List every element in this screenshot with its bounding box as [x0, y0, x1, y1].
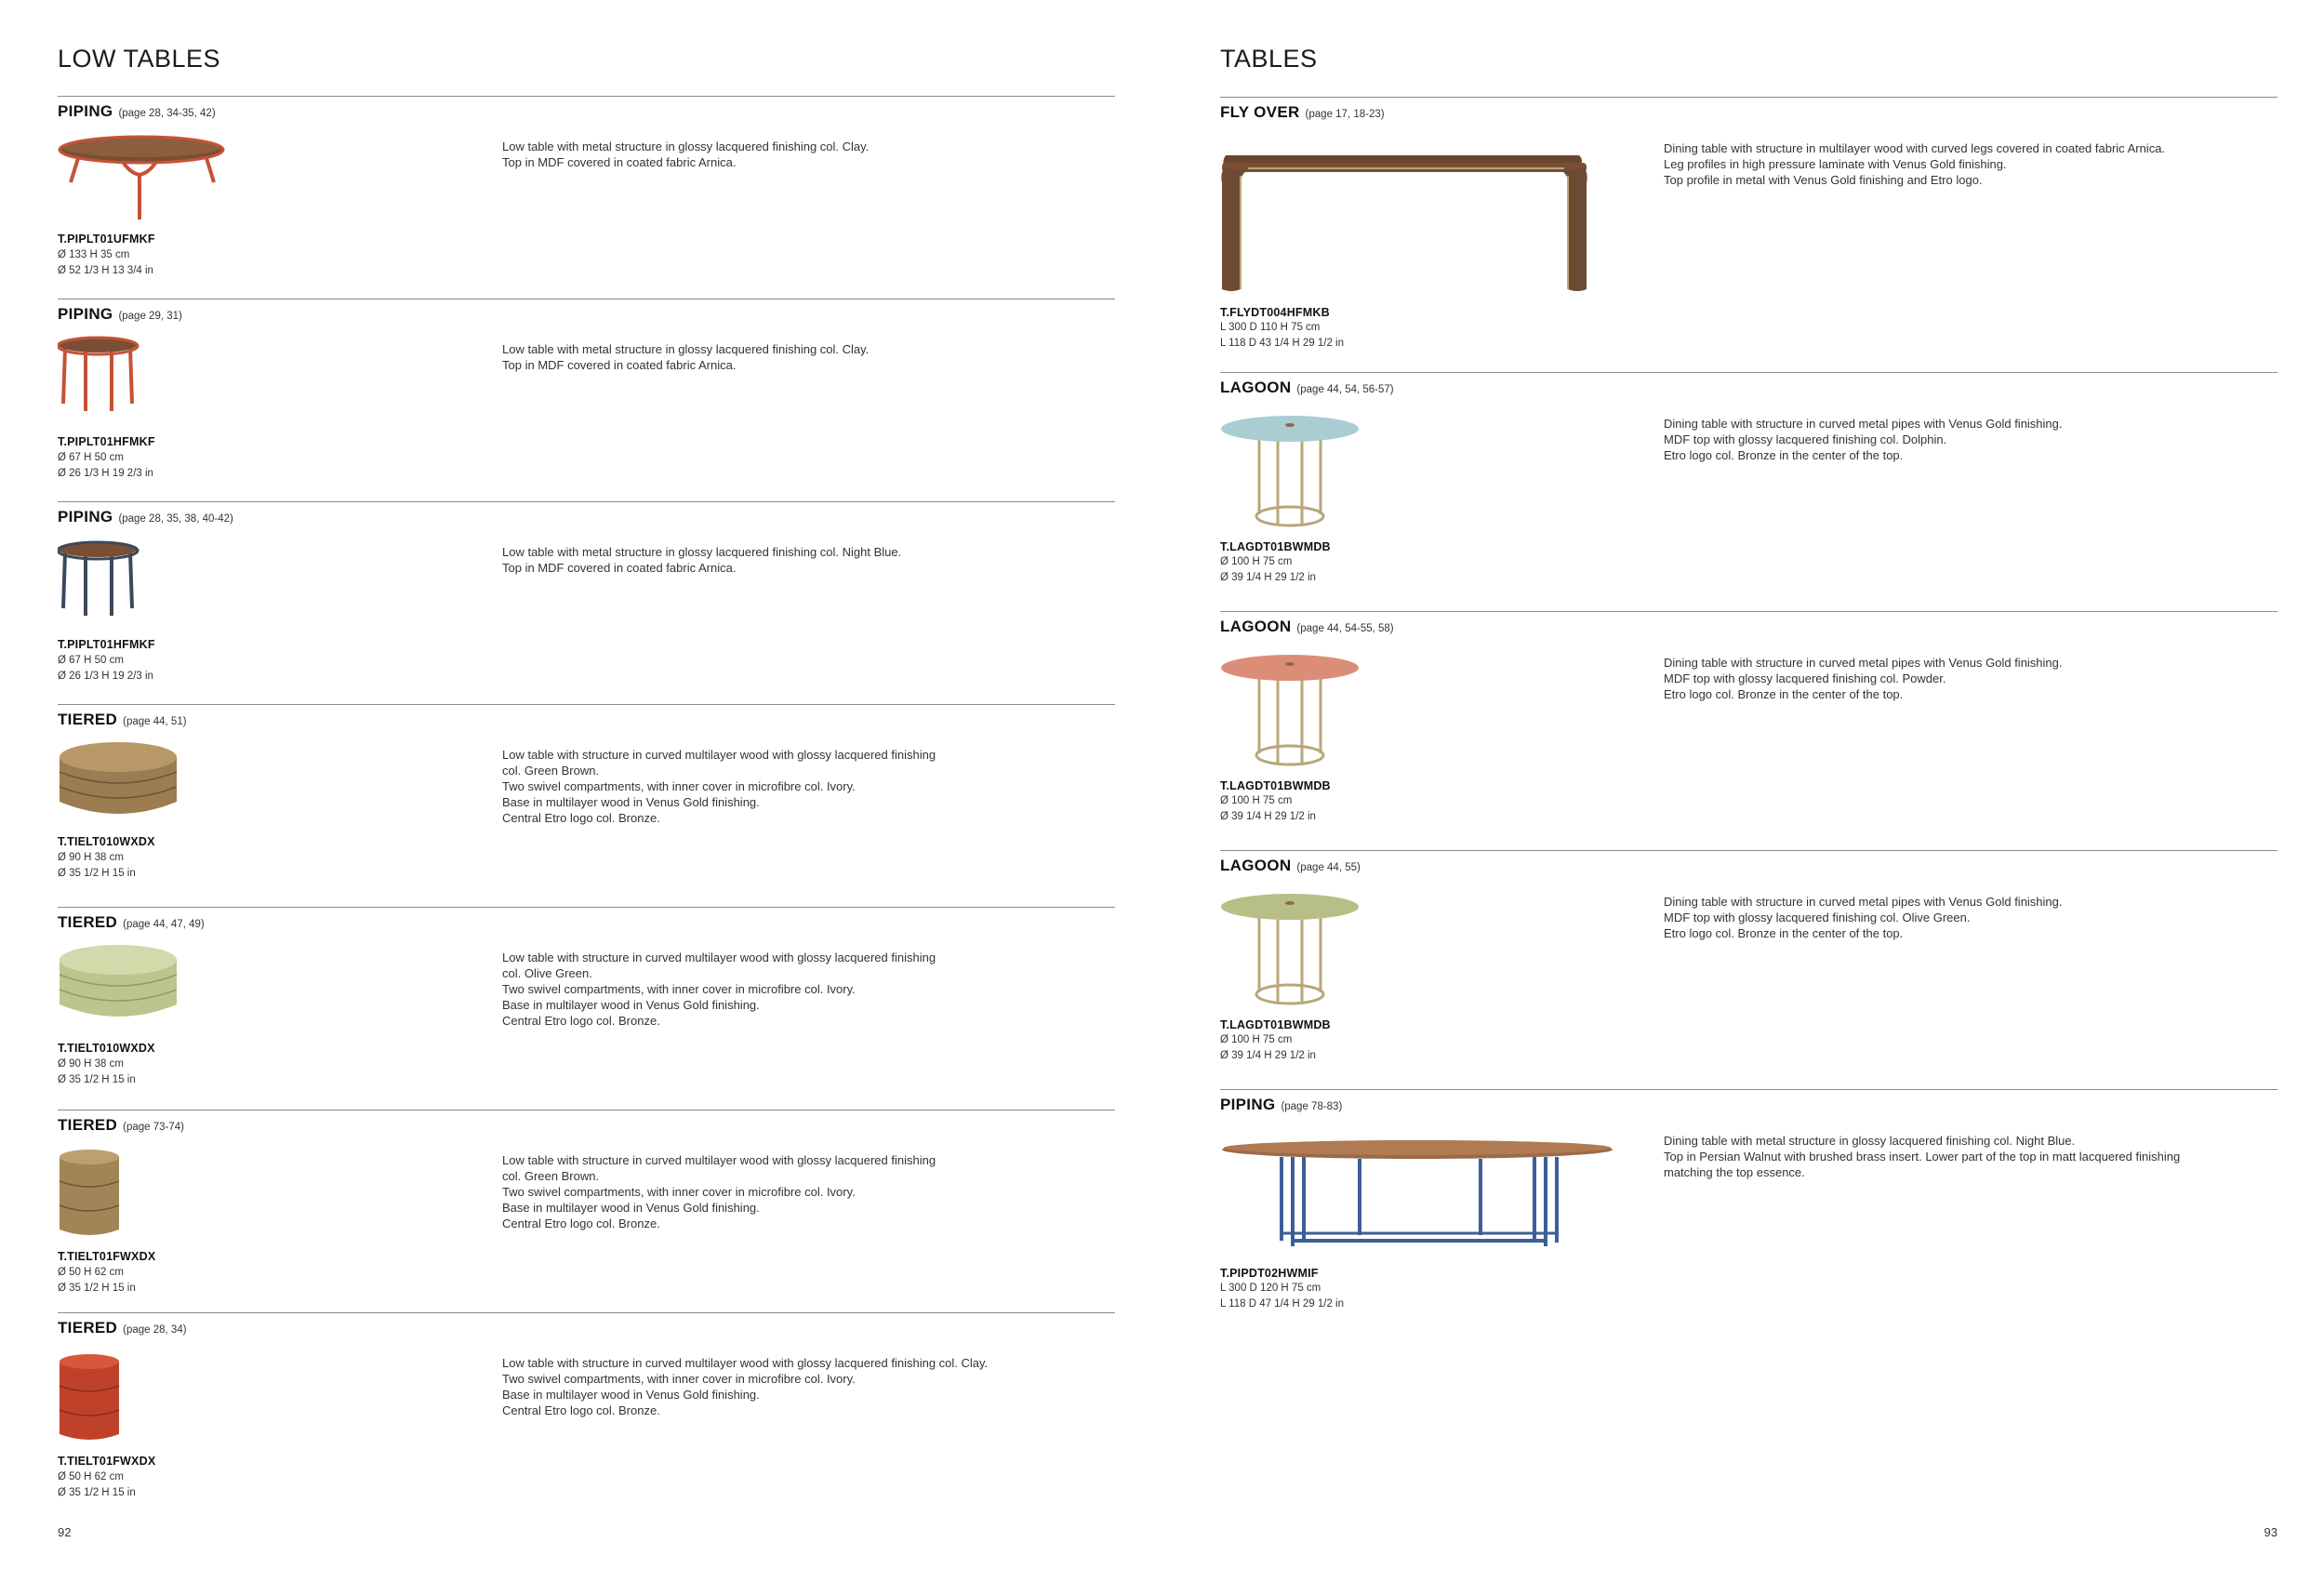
page-reference: (page 44, 47, 49)	[123, 919, 205, 930]
product-entry	[1220, 97, 2278, 372]
dimensions-in: Ø 35 1/2 H 15 in	[58, 1487, 136, 1498]
product-name: TIERED	[58, 1116, 118, 1134]
product-code: T.PIPLT01HFMKF	[58, 435, 155, 448]
page-reference: (page 73-74)	[123, 1122, 184, 1133]
entry-header	[1220, 857, 1361, 875]
product-name: FLY OVER	[1220, 103, 1300, 121]
entry-header	[58, 913, 205, 932]
left-page	[58, 0, 1115, 1569]
page-reference: (page 28, 35, 38, 40-42)	[118, 513, 233, 525]
product-list	[58, 96, 1115, 1515]
product-description: Dining table with structure in curved metal pipes with Venus Gold finishing. MDF top with glossy lacquered finishing col. Dolphin. Etro logo col. Bronze in the center of the top.	[1664, 417, 2063, 462]
product-description: Dining table with structure in multilayer wood with curved legs covered in coated fabric Arnica. Leg profiles in high pressure laminate with Venus Gold finishing. Top profile in metal with Venus Gold finishing and Etro logo.	[1664, 141, 2166, 187]
entry-header	[58, 1116, 184, 1135]
dimensions-cm: Ø 90 H 38 cm	[58, 852, 124, 863]
page-number: 93	[2264, 1525, 2278, 1539]
dimensions-in: Ø 39 1/4 H 29 1/2 in	[1220, 1050, 1316, 1061]
dimensions-cm: Ø 67 H 50 cm	[58, 452, 124, 463]
dimensions-in: Ø 35 1/2 H 15 in	[58, 1074, 136, 1085]
product-code: T.FLYDT004HFMKB	[1220, 306, 1330, 319]
page-reference: (page 44, 54-55, 58)	[1296, 623, 1394, 634]
page-reference: (page 28, 34-35, 42)	[118, 108, 216, 119]
product-entry	[58, 501, 1115, 704]
entry-header	[1220, 379, 1394, 397]
table-image	[58, 943, 188, 1036]
product-entry	[58, 299, 1115, 501]
entry-header	[1220, 1096, 1342, 1114]
page-number: 92	[58, 1525, 72, 1539]
dimensions-in: Ø 52 1/3 H 13 3/4 in	[58, 265, 153, 276]
product-entry	[1220, 372, 2278, 611]
product-name: PIPING	[58, 508, 113, 525]
product-code: T.PIPLT01HFMKF	[58, 638, 155, 651]
product-name: LAGOON	[1220, 857, 1292, 874]
product-name: LAGOON	[1220, 618, 1292, 635]
table-image	[58, 1148, 132, 1250]
product-name: PIPING	[58, 305, 113, 323]
product-name: LAGOON	[1220, 379, 1292, 396]
entry-header	[58, 102, 216, 121]
product-entry	[58, 1312, 1115, 1515]
product-entry	[1220, 850, 2278, 1089]
dimensions-in: L 118 D 43 1/4 H 29 1/2 in	[1220, 338, 1344, 349]
page-reference: (page 44, 55)	[1296, 862, 1361, 873]
product-code: T.LAGDT01BWMDB	[1220, 779, 1331, 792]
dimensions-cm: Ø 100 H 75 cm	[1220, 556, 1293, 567]
table-image	[1220, 890, 1369, 1020]
product-code: T.PIPDT02HWMIF	[1220, 1267, 1319, 1280]
product-description: Low table with structure in curved multilayer wood with glossy lacquered finishing col. Green Brown. Two swivel compartments, with inner cover in microfibre col. Ivory. Base in multilayer wood in Venus Gold finishing. Central Etro logo col. Bronze.	[502, 1153, 936, 1230]
product-description: Low table with structure in curved multilayer wood with glossy lacquered finishing col. Olive Green. Two swivel compartments, with inner cover in microfibre col. Ivory. Base in multilayer wood in Venus Gold finishing. Central Etro logo col. Bronze.	[502, 951, 936, 1028]
product-description: Low table with metal structure in glossy lacquered finishing col. Clay. Top in MDF covered in coated fabric Arnica.	[502, 342, 870, 372]
dimensions-cm: Ø 133 H 35 cm	[58, 249, 130, 260]
product-entry	[58, 1110, 1115, 1312]
product-description: Dining table with structure in curved metal pipes with Venus Gold finishing. MDF top with glossy lacquered finishing col. Powder. Etro logo col. Bronze in the center of the top.	[1664, 656, 2063, 701]
product-code: T.TIELT010WXDX	[58, 835, 155, 848]
page-reference: (page 44, 51)	[123, 716, 187, 727]
table-image	[58, 740, 188, 833]
product-description: Low table with metal structure in glossy lacquered finishing col. Night Blue. Top in MDF covered in coated fabric Arnica.	[502, 545, 902, 575]
dimensions-cm: Ø 100 H 75 cm	[1220, 795, 1293, 806]
product-name: PIPING	[58, 102, 113, 120]
dimensions-cm: L 300 D 110 H 75 cm	[1220, 322, 1321, 333]
table-image	[1220, 651, 1369, 781]
product-code: T.LAGDT01BWMDB	[1220, 540, 1331, 553]
dimensions-cm: Ø 50 H 62 cm	[58, 1267, 124, 1278]
product-code: T.TIELT01FWXDX	[58, 1250, 156, 1263]
table-image	[1220, 412, 1369, 542]
page-reference: (page 78-83)	[1281, 1101, 1343, 1112]
product-description: Low table with structure in curved multilayer wood with glossy lacquered finishing col. Clay. Two swivel compartments, with inner cover in microfibre col. Ivory. Base in multilayer wood in Venus Gold finishing. Central Etro logo col. Bronze.	[502, 1356, 989, 1417]
right-page	[1220, 0, 2278, 1569]
dimensions-cm: Ø 67 H 50 cm	[58, 655, 124, 666]
table-image	[1220, 146, 1611, 304]
product-entry	[58, 704, 1115, 907]
dimensions-in: Ø 39 1/4 H 29 1/2 in	[1220, 572, 1316, 583]
product-entry	[1220, 611, 2278, 850]
table-image	[1220, 1137, 1629, 1267]
product-list	[1220, 97, 2278, 1328]
entry-header	[58, 508, 233, 526]
product-code: T.LAGDT01BWMDB	[1220, 1018, 1331, 1031]
dimensions-cm: Ø 50 H 62 cm	[58, 1471, 124, 1483]
page-reference: (page 29, 31)	[118, 311, 182, 322]
product-entry	[58, 907, 1115, 1110]
entry-header	[58, 305, 182, 324]
entry-header	[58, 1319, 187, 1337]
product-code: T.TIELT01FWXDX	[58, 1455, 156, 1468]
dimensions-cm: Ø 90 H 38 cm	[58, 1058, 124, 1070]
entry-header	[1220, 618, 1394, 636]
page-reference: (page 17, 18-23)	[1305, 109, 1385, 120]
dimensions-cm: Ø 100 H 75 cm	[1220, 1034, 1293, 1045]
dimensions-cm: L 300 D 120 H 75 cm	[1220, 1283, 1321, 1294]
product-name: TIERED	[58, 1319, 118, 1336]
dimensions-in: Ø 35 1/2 H 15 in	[58, 868, 136, 879]
product-description: Dining table with structure in curved metal pipes with Venus Gold finishing. MDF top with glossy lacquered finishing col. Olive Green. Etro logo col. Bronze in the center of the top.	[1664, 895, 2063, 940]
product-description: Low table with structure in curved multilayer wood with glossy lacquered finishing col. Green Brown. Two swivel compartments, with inner cover in microfibre col. Ivory. Base in multilayer wood in Venus Gold finishing. Central Etro logo col. Bronze.	[502, 748, 936, 825]
dimensions-in: Ø 26 1/3 H 19 2/3 in	[58, 671, 153, 682]
product-description: Low table with metal structure in glossy lacquered finishing col. Clay. Top in MDF covered in coated fabric Arnica.	[502, 140, 870, 169]
product-name: TIERED	[58, 711, 118, 728]
table-image	[58, 335, 169, 428]
product-code: T.TIELT010WXDX	[58, 1042, 155, 1055]
page-reference: (page 28, 34)	[123, 1324, 187, 1336]
page-title: LOW TABLES	[58, 45, 221, 73]
product-code: T.PIPLT01UFMKF	[58, 233, 155, 246]
page-title: TABLES	[1220, 45, 1318, 73]
page-reference: (page 44, 54, 56-57)	[1296, 384, 1394, 395]
table-image	[58, 539, 169, 632]
product-entry	[58, 96, 1115, 299]
dimensions-in: L 118 D 47 1/4 H 29 1/2 in	[1220, 1298, 1344, 1310]
product-description: Dining table with metal structure in glossy lacquered finishing col. Night Blue. Top in Persian Walnut with brushed brass insert. Lower part of the top in matt lacquered finishing matching the top essence.	[1664, 1134, 2181, 1179]
dimensions-in: Ø 39 1/4 H 29 1/2 in	[1220, 811, 1316, 822]
table-image	[58, 1352, 132, 1455]
entry-header	[58, 711, 187, 729]
product-entry	[1220, 1089, 2278, 1328]
product-name: TIERED	[58, 913, 118, 931]
entry-header	[1220, 103, 1385, 122]
dimensions-in: Ø 35 1/2 H 15 in	[58, 1283, 136, 1294]
table-image	[58, 128, 281, 221]
dimensions-in: Ø 26 1/3 H 19 2/3 in	[58, 468, 153, 479]
product-name: PIPING	[1220, 1096, 1276, 1113]
